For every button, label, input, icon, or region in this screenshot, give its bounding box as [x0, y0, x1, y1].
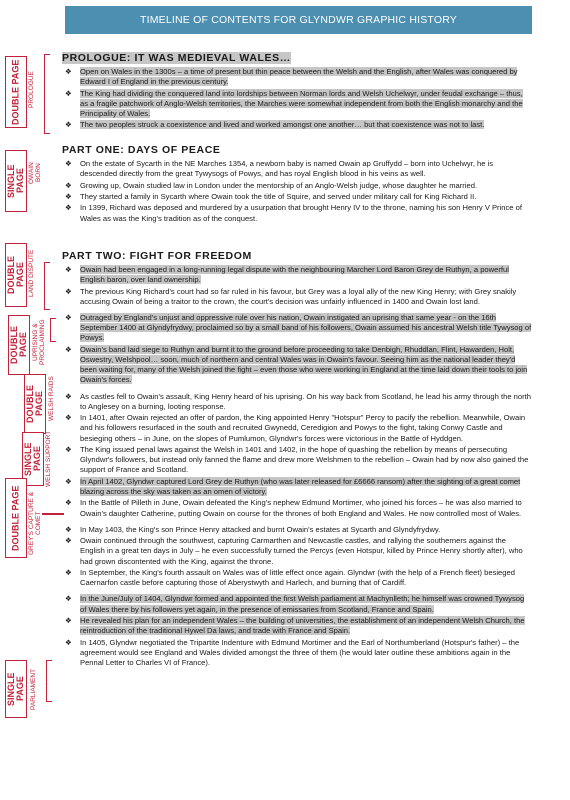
part-two-section — [62, 250, 532, 669]
double-page-note-land-dispute: DOUBLE PAGE — [5, 243, 27, 307]
part-two-item: ❖ In May 1403, the King's son Prince Henry attacked and burnt Owain's estates at Sycarth and Glyndyfrydwy. — [62, 525, 532, 535]
part-two-item: ❖ As castles fell to Owain's assault, King Henry heard of his uprising. On his way back from Scotland, he lead his army through the north to Anglesey on a burning, looting response. — [62, 392, 532, 412]
part-one-item: ❖ They started a family in Sycarth where Owain took the title of Squire, and served under military call for King Richard II. — [62, 192, 532, 202]
uprising-note: UPRISING & PROCLAIMING — [32, 319, 46, 365]
double-page-note-uprising: DOUBLE PAGE — [8, 315, 30, 375]
part-one-item: ❖ Growing up, Owain studied law in London under the mentorship of an Anglo-Welsh judge, whose daughter he married. — [62, 181, 532, 191]
part-two-item: ❖ In the June/July of 1404, Glyndwr formed and appointed the first Welsh parliament at Machynlleth; he himself was crowned Tywysog of Wales there by his followers yet again, in the presence of emissaries from Scotland, France and Spain. — [62, 594, 532, 614]
part-one-list — [62, 159, 532, 224]
prologue-list — [62, 67, 532, 131]
part-two-item: ❖ Owain continued through the southwest, capturing Carmarthen and Newcastle castles, and rallying the southerners against the English in a great ten days in July – he even successfully turned the Percys (even Hotspur, killed by Prince Henry shortly after), who had grown discontented with the King, against the throne. — [62, 536, 532, 567]
prologue-item: ❖ The two peoples struck a coexistence and lived and worked amongst one another… but that coexistence was not to last. — [62, 120, 532, 130]
part-one-section — [62, 144, 532, 225]
double-page-note-welsh-raids: DOUBLE PAGE — [24, 374, 46, 434]
parliament-bracket — [46, 660, 52, 702]
part-two-item: ❖ Outraged by England's unjust and oppressive rule over his nation, Owain instigated an uprising that same year - on the 16th September 1400 at Glyndyfrydwy, proclaimed so by a small band of his followers, Owain assumed his ancestral Welsh title Tywysog of Powys. — [62, 313, 532, 344]
part-two-heading: PART TWO: FIGHT FOR FREEDOM — [62, 250, 252, 262]
double-page-note-prologue: DOUBLE PAGE — [5, 56, 27, 128]
part-two-item: ❖ In the Battle of Pilleth in June, Owain defeated the King's nephew Edmund Mortimer, who joined his forces – he was also married to Owain's daughter Catherine, putting Owain on course for the thrones of both England and Wales. He now controlled most of Wales. — [62, 498, 532, 518]
double-page-note-comet: DOUBLE PAGE — [5, 478, 27, 558]
land-dispute-bracket — [44, 262, 50, 310]
part-one-item: ❖ In 1399, Richard was deposed and murdered by a usurpation that brought Henry IV to the throne, naming his son Henry V Prince of Wales as was the King's tradition as of the conquest. — [62, 203, 532, 223]
prologue-heading: PROLOGUE: IT WAS MEDIEVAL WALES… — [62, 52, 291, 64]
part-one-heading: PART ONE: DAYS OF PEACE — [62, 144, 221, 156]
grey-capture-note: GREY'S CAPTURE & COMET — [28, 491, 42, 555]
part-two-item: ❖ Owain had been engaged in a long-running legal dispute with the neighbouring Marcher Lord Baron Grey de Ruthyn, a powerful English baron, over land ownership. — [62, 265, 532, 285]
parliament-note: PARLIAMENT — [30, 668, 37, 710]
part-two-item: ❖ In 1401, after Owain rejected an offer of pardon, the King appointed Henry "Hotspur" Percy to pacify the rebellion. Meanwhile, Owain and his followers resurfaced in the south and recruited Gwynedd, Ceredigion and Powys to the fight, taking Conwy Castle and besieging others – in June, on the slopes of Pumlumon, Glyndwr's forces were victorious in the Battle of Hyddgen. — [62, 413, 532, 444]
part-two-item: ❖ The previous King Richard's court had so far ruled in his favour, but Grey was a loyal ally of the new King Henry; with Grey snakily accusing Owain of being a traitor to the crown, the court's decision was unfairly influenced in 1400 and Owain lost land. — [62, 287, 532, 307]
part-two-item: ❖ The King issued penal laws against the Welsh in 1401 and 1402, in the hope of quashing the rebellion by means of persecuting Glyndwr's followers, but instead only fanned the flame and drew more Welshmen to the rebellion – Owain had by now also gained the support of France and Scotland. — [62, 445, 532, 476]
document-title-banner: TIMELINE OF CONTENTS FOR GLYNDWR GRAPHIC HISTORY — [65, 6, 532, 34]
uprising-bracket — [50, 318, 56, 342]
part-two-item: ❖ He revealed his plan for an independent Wales – the building of universities, the establishment of an independent Welsh Church, the reintroduction of the traditional Hywel Da laws, and trade with France and Spain. — [62, 616, 532, 636]
prologue-bracket — [44, 54, 50, 134]
part-two-item: ❖ In 1405, Glyndwr negotiated the Tripartite Indenture with Edmund Mortimer and the Earl of Northumberland (Hotspur's father) – the agreement would see England and Wales divided amongst the three of them (he would later outline these ambitions again in the Pennal Letter to Charles VI of France). — [62, 638, 532, 669]
single-page-note-parliament: SINGLE PAGE — [5, 660, 27, 718]
part-two-item: ❖ In September, the King's fourth assault on Wales was of little effect once again. Glyndwr (with the help of a French fleet) besieged Caernarfon castle before capturing those of Aberystwyth and Harlech, and burning that of Cardiff. — [62, 568, 532, 588]
welsh-support-note: WELSH SUPPORT — [45, 430, 52, 488]
part-two-list — [62, 265, 532, 668]
prologue-item: ❖ The King had dividing the conquered land into lordships between Norman lords and Welsh Uchelwyr, under feudal exchange – thus, as a fragile patchwork of Anglo-Welsh territories, the Marches were somewhat independent from both the English monarchy and the Principality of Wales. — [62, 89, 532, 120]
comet-link — [42, 513, 64, 515]
welsh-raids-note: WELSH RAIDS — [48, 376, 55, 422]
land-dispute-note: LAND DISPUTE — [28, 249, 35, 297]
prologue-item: ❖ Open on Wales in the 1300s – a time of present but thin peace between the Welsh and the English, after Wales was conquered by Edward I of England in the previous century. — [62, 67, 532, 87]
single-page-note-part-one: SINGLE PAGE — [5, 150, 27, 212]
owain-born-note: OWAIN BORN — [28, 162, 42, 184]
part-two-item: ❖ Owain's band laid siege to Ruthyn and burnt it to the ground before proceeding to take Denbigh, Rhuddlan, Flint, Hawarden, Holt, Oswestry, Welshpool… soon, much of northern and central Wales was in Owain's favour. Seeing him as the national leader they'd been waiting for, many of the Welsh joined the fight – even those who were working in England at the time laid down their tools to join Owain's forces. — [62, 345, 532, 386]
prologue-section — [62, 52, 532, 132]
single-page-note-welsh-support: SINGLE PAGE — [22, 432, 44, 486]
part-two-item: ❖ In April 1402, Glyndwr captured Lord Grey de Ruthyn (who was later released for £6666 ransom) after the sighting of a great comet blazing across the sky was taken as an omen of victory. — [62, 477, 532, 497]
prologue-note: PROLOGUE — [28, 71, 35, 109]
part-one-item: ❖ On the estate of Sycarth in the NE Marches 1354, a newborn baby is named Owain ap Gruffydd – born into Uchelwyr, he is descended directly from the great Tywysogs of Powys, and has royal English blood in his veins as well. — [62, 159, 532, 179]
